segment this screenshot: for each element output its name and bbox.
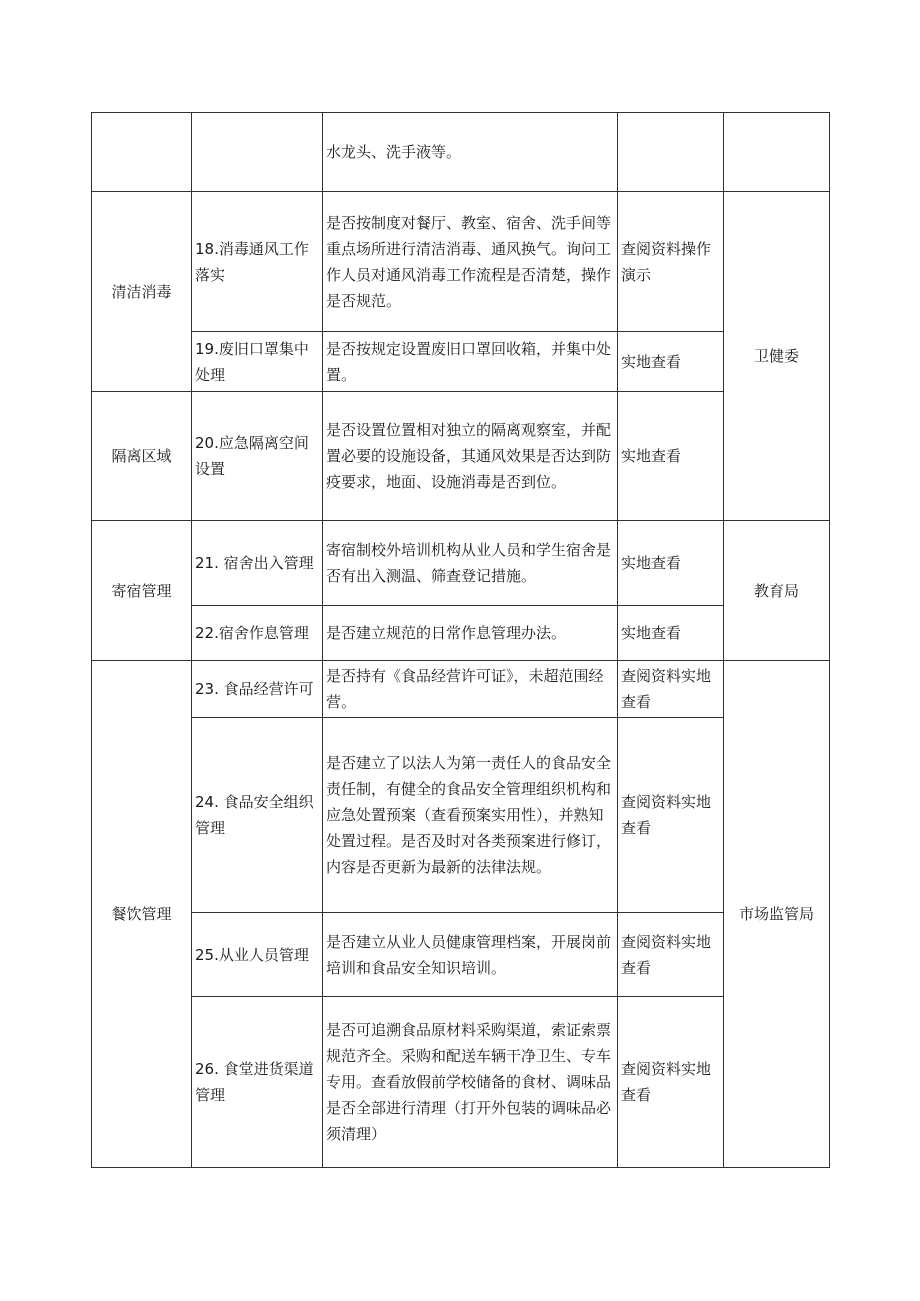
item-cell xyxy=(192,113,323,192)
item-cell: 26. 食堂进货渠道管理 xyxy=(192,997,323,1168)
inspection-table xyxy=(91,112,830,1168)
method-cell xyxy=(618,113,724,192)
category-cell xyxy=(92,113,192,192)
table-row xyxy=(92,913,830,997)
method-cell: 实地查看 xyxy=(618,606,724,661)
department-cell xyxy=(724,113,830,192)
method-cell: 查阅资料实地查看 xyxy=(618,997,724,1168)
category-cell: 餐饮管理 xyxy=(92,661,192,1168)
content-cell: 水龙头、洗手液等。 xyxy=(323,113,618,192)
item-cell: 23. 食品经营许可 xyxy=(192,661,323,718)
method-cell: 查阅资料实地查看 xyxy=(618,718,724,913)
content-cell: 是否建立规范的日常作息管理办法。 xyxy=(323,606,618,661)
item-cell: 25.从业人员管理 xyxy=(192,913,323,997)
table-row xyxy=(92,606,830,661)
item-cell: 22.宿舍作息管理 xyxy=(192,606,323,661)
table-row xyxy=(92,192,830,332)
category-cell: 清洁消毒 xyxy=(92,192,192,392)
department-cell: 教育局 xyxy=(724,521,830,661)
method-cell: 实地查看 xyxy=(618,332,724,392)
item-cell: 18.消毒通风工作落实 xyxy=(192,192,323,332)
table-row xyxy=(92,113,830,192)
table-row xyxy=(92,997,830,1168)
item-cell: 19.废旧口罩集中处理 xyxy=(192,332,323,392)
table-row xyxy=(92,718,830,913)
category-cell: 寄宿管理 xyxy=(92,521,192,661)
item-cell: 24. 食品安全组织管理 xyxy=(192,718,323,913)
content-cell: 是否按规定设置废旧口罩回收箱，并集中处置。 xyxy=(323,332,618,392)
method-cell: 查阅资料实地查看 xyxy=(618,661,724,718)
department-cell: 市场监管局 xyxy=(724,661,830,1168)
method-cell: 实地查看 xyxy=(618,521,724,606)
table-row xyxy=(92,392,830,521)
content-cell: 是否按制度对餐厅、教室、宿舍、洗手间等重点场所进行清洁消毒、通风换气。询问工作人员对通风消毒工作流程是否清楚，操作是否规范。 xyxy=(323,192,618,332)
item-cell: 20.应急隔离空间设置 xyxy=(192,392,323,521)
content-cell: 是否设置位置相对独立的隔离观察室，并配置必要的设施设备，其通风效果是否达到防疫要求，地面、设施消毒是否到位。 xyxy=(323,392,618,521)
method-cell: 实地查看 xyxy=(618,392,724,521)
table-row xyxy=(92,332,830,392)
department-cell: 卫健委 xyxy=(724,192,830,521)
table-row xyxy=(92,521,830,606)
item-cell: 21. 宿舍出入管理 xyxy=(192,521,323,606)
method-cell: 查阅资料实地查看 xyxy=(618,913,724,997)
method-cell: 查阅资料操作演示 xyxy=(618,192,724,332)
content-cell: 是否可追溯食品原材料采购渠道，索证索票规范齐全。采购和配送车辆干净卫生、专车专用。查看放假前学校储备的食材、调味品是否全部进行清理（打开外包装的调味品必须清理） xyxy=(323,997,618,1168)
category-cell: 隔离区域 xyxy=(92,392,192,521)
content-cell: 是否建立从业人员健康管理档案，开展岗前培训和食品安全知识培训。 xyxy=(323,913,618,997)
content-cell: 是否建立了以法人为第一责任人的食品安全责任制，有健全的食品安全管理组织机构和应急处置预案（查看预案实用性），并熟知处置过程。是否及时对各类预案进行修订，内容是否更新为最新的法律法规。 xyxy=(323,718,618,913)
content-cell: 寄宿制校外培训机构从业人员和学生宿舍是否有出入测温、筛查登记措施。 xyxy=(323,521,618,606)
content-cell: 是否持有《食品经营许可证》，未超范围经营。 xyxy=(323,661,618,718)
table-row xyxy=(92,661,830,718)
